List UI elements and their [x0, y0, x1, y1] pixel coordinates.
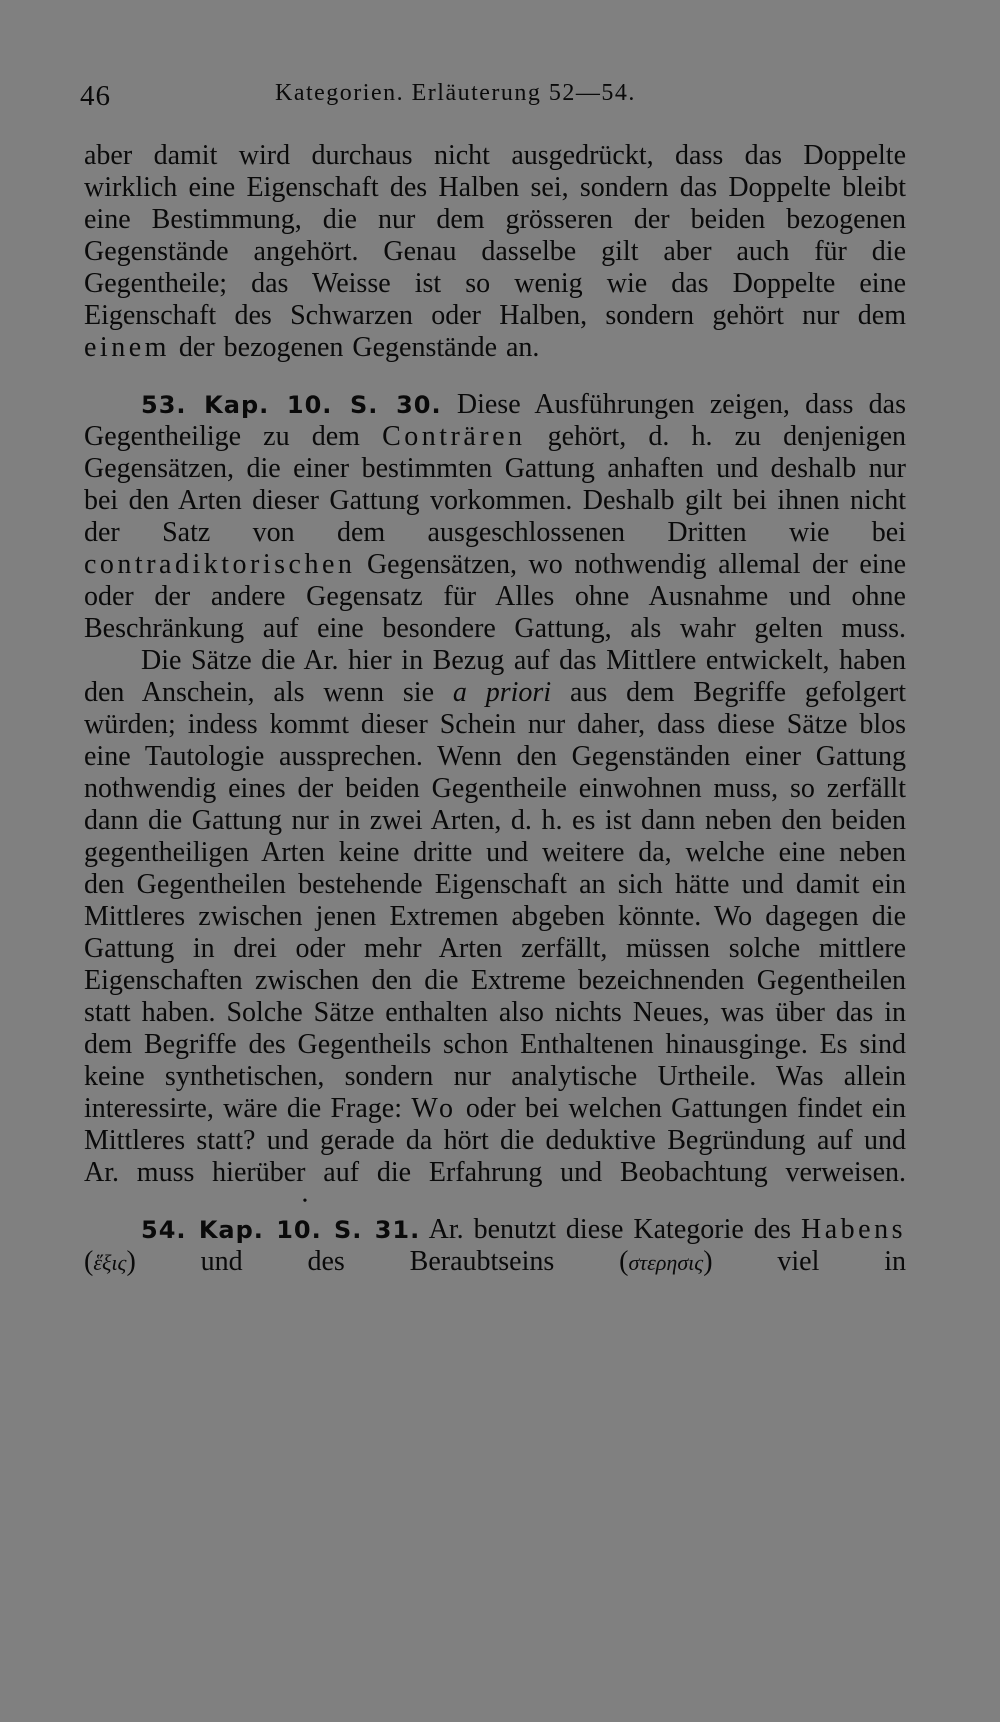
section-heading-54: 54. Kap. 10. S. 31. — [141, 1216, 421, 1244]
paragraph-text: Diese Ausführungen zeigen, dass das Gegentheilige zu dem — [84, 389, 906, 452]
section-heading-53: 53. Kap. 10. S. 30. — [141, 391, 442, 419]
paragraph-53 — [84, 389, 906, 645]
paragraph-text: oder bei welchen Gattungen findet ein Mittleres statt? und gerade da hört die deduktive Begründung auf und Ar. muss hierüber auf die Erfahrung und Beobachtung verweisen. — [84, 1093, 906, 1188]
paragraph-text: ) viel in — [703, 1246, 906, 1277]
paragraph-text: aus dem Begriffe gefolgert würden; indess kommt dieser Schein nur daher, dass diese Sätze blos eine Tautologie aussprechen. Wenn den Gegenständen einer Gattung nothwendig eines der beiden Gegentheile einwohnen muss, so zerfällt dann die Gattung nur in zwei Arten, d. h. es ist dann neben den beiden gegentheiligen Arten keine dritte und weitere da, welche eine neben den Gegentheilen bestehende Eigenschaft an sich hätte und damit ein Mittleres zwischen jenen Extremen abgeben könnte. Wo dagegen die Gattung in drei oder mehr Arten zerfällt, müssen solche mittlere Eigenschaften zwischen den die Extreme bezeichnenden Gegentheilen statt haben. Solche Sätze enthalten also nichts Neues, was über das in dem Begriffe des Gegentheils schon Enthaltenen hinausginge. Es sind keine synthetischen, sondern nur analytische Urtheile. Was allein interessirte, wäre die Frage: — [84, 677, 906, 1124]
paragraph-54 — [84, 1214, 906, 1279]
page-header — [80, 76, 910, 120]
paragraph-text: der bezogenen Gegenstände an. — [169, 332, 540, 363]
paragraph-53-continued — [84, 645, 906, 1189]
italic-phrase: a priori — [452, 677, 552, 708]
paragraph-text: ( — [84, 1246, 94, 1277]
paragraph-52-continuation — [84, 140, 906, 364]
body-text — [84, 140, 906, 1279]
paragraph-text: Gegensätzen, wo nothwendig allemal der eine oder der andere Gegensatz für Alles ohne Ausnahme und ohne Beschränkung auf eine besondere Gattung, als wahr gelten muss. — [84, 549, 906, 644]
emphasized-word: Conträren — [382, 421, 526, 452]
ornament-mark: • — [302, 1194, 308, 1209]
paragraph-text: Ar. benutzt diese Kategorie des — [420, 1214, 801, 1245]
running-title: Kategorien. Erläuterung 52—54. — [275, 80, 636, 106]
paragraph-text: gehört, d. h. zu denjenigen Gegensätzen, die einer bestimmten Gattung anhaften und deshalb nur bei den Arten dieser Gattung vorkommen. Deshalb gilt bei ihnen nicht der Satz von dem ausgeschlossenen Dritten wie bei — [84, 421, 906, 548]
emphasized-word: Wo — [411, 1093, 457, 1124]
paragraph-text: ) und des Beraubtseins ( — [126, 1246, 629, 1277]
page-number: 46 — [80, 80, 111, 112]
emphasized-word: einem — [84, 332, 170, 363]
paragraph-text: Die Sätze die Ar. hier in Bezug auf das Mittlere entwickelt, haben den Anschein, als wenn sie — [84, 645, 906, 708]
paragraph-text: aber damit wird durchaus nicht ausgedrückt, dass das Doppelte wirklich eine Eigenschaft des Halben sei, sondern das Doppelte bleibt eine Bestimmung, die nur dem grösseren der beiden bezogenen Gegenstände angehört. Genau dasselbe gilt aber auch für die Gegentheile; das Weisse ist so wenig wie das Doppelte eine Eigenschaft des Schwarzen oder Halben, sondern gehört nur dem — [84, 140, 906, 331]
greek-word: ἕξις — [93, 1250, 127, 1275]
emphasized-word: Habens — [801, 1214, 906, 1245]
emphasized-word: contradiktorischen — [84, 549, 356, 580]
greek-word: στερησις — [628, 1250, 704, 1275]
